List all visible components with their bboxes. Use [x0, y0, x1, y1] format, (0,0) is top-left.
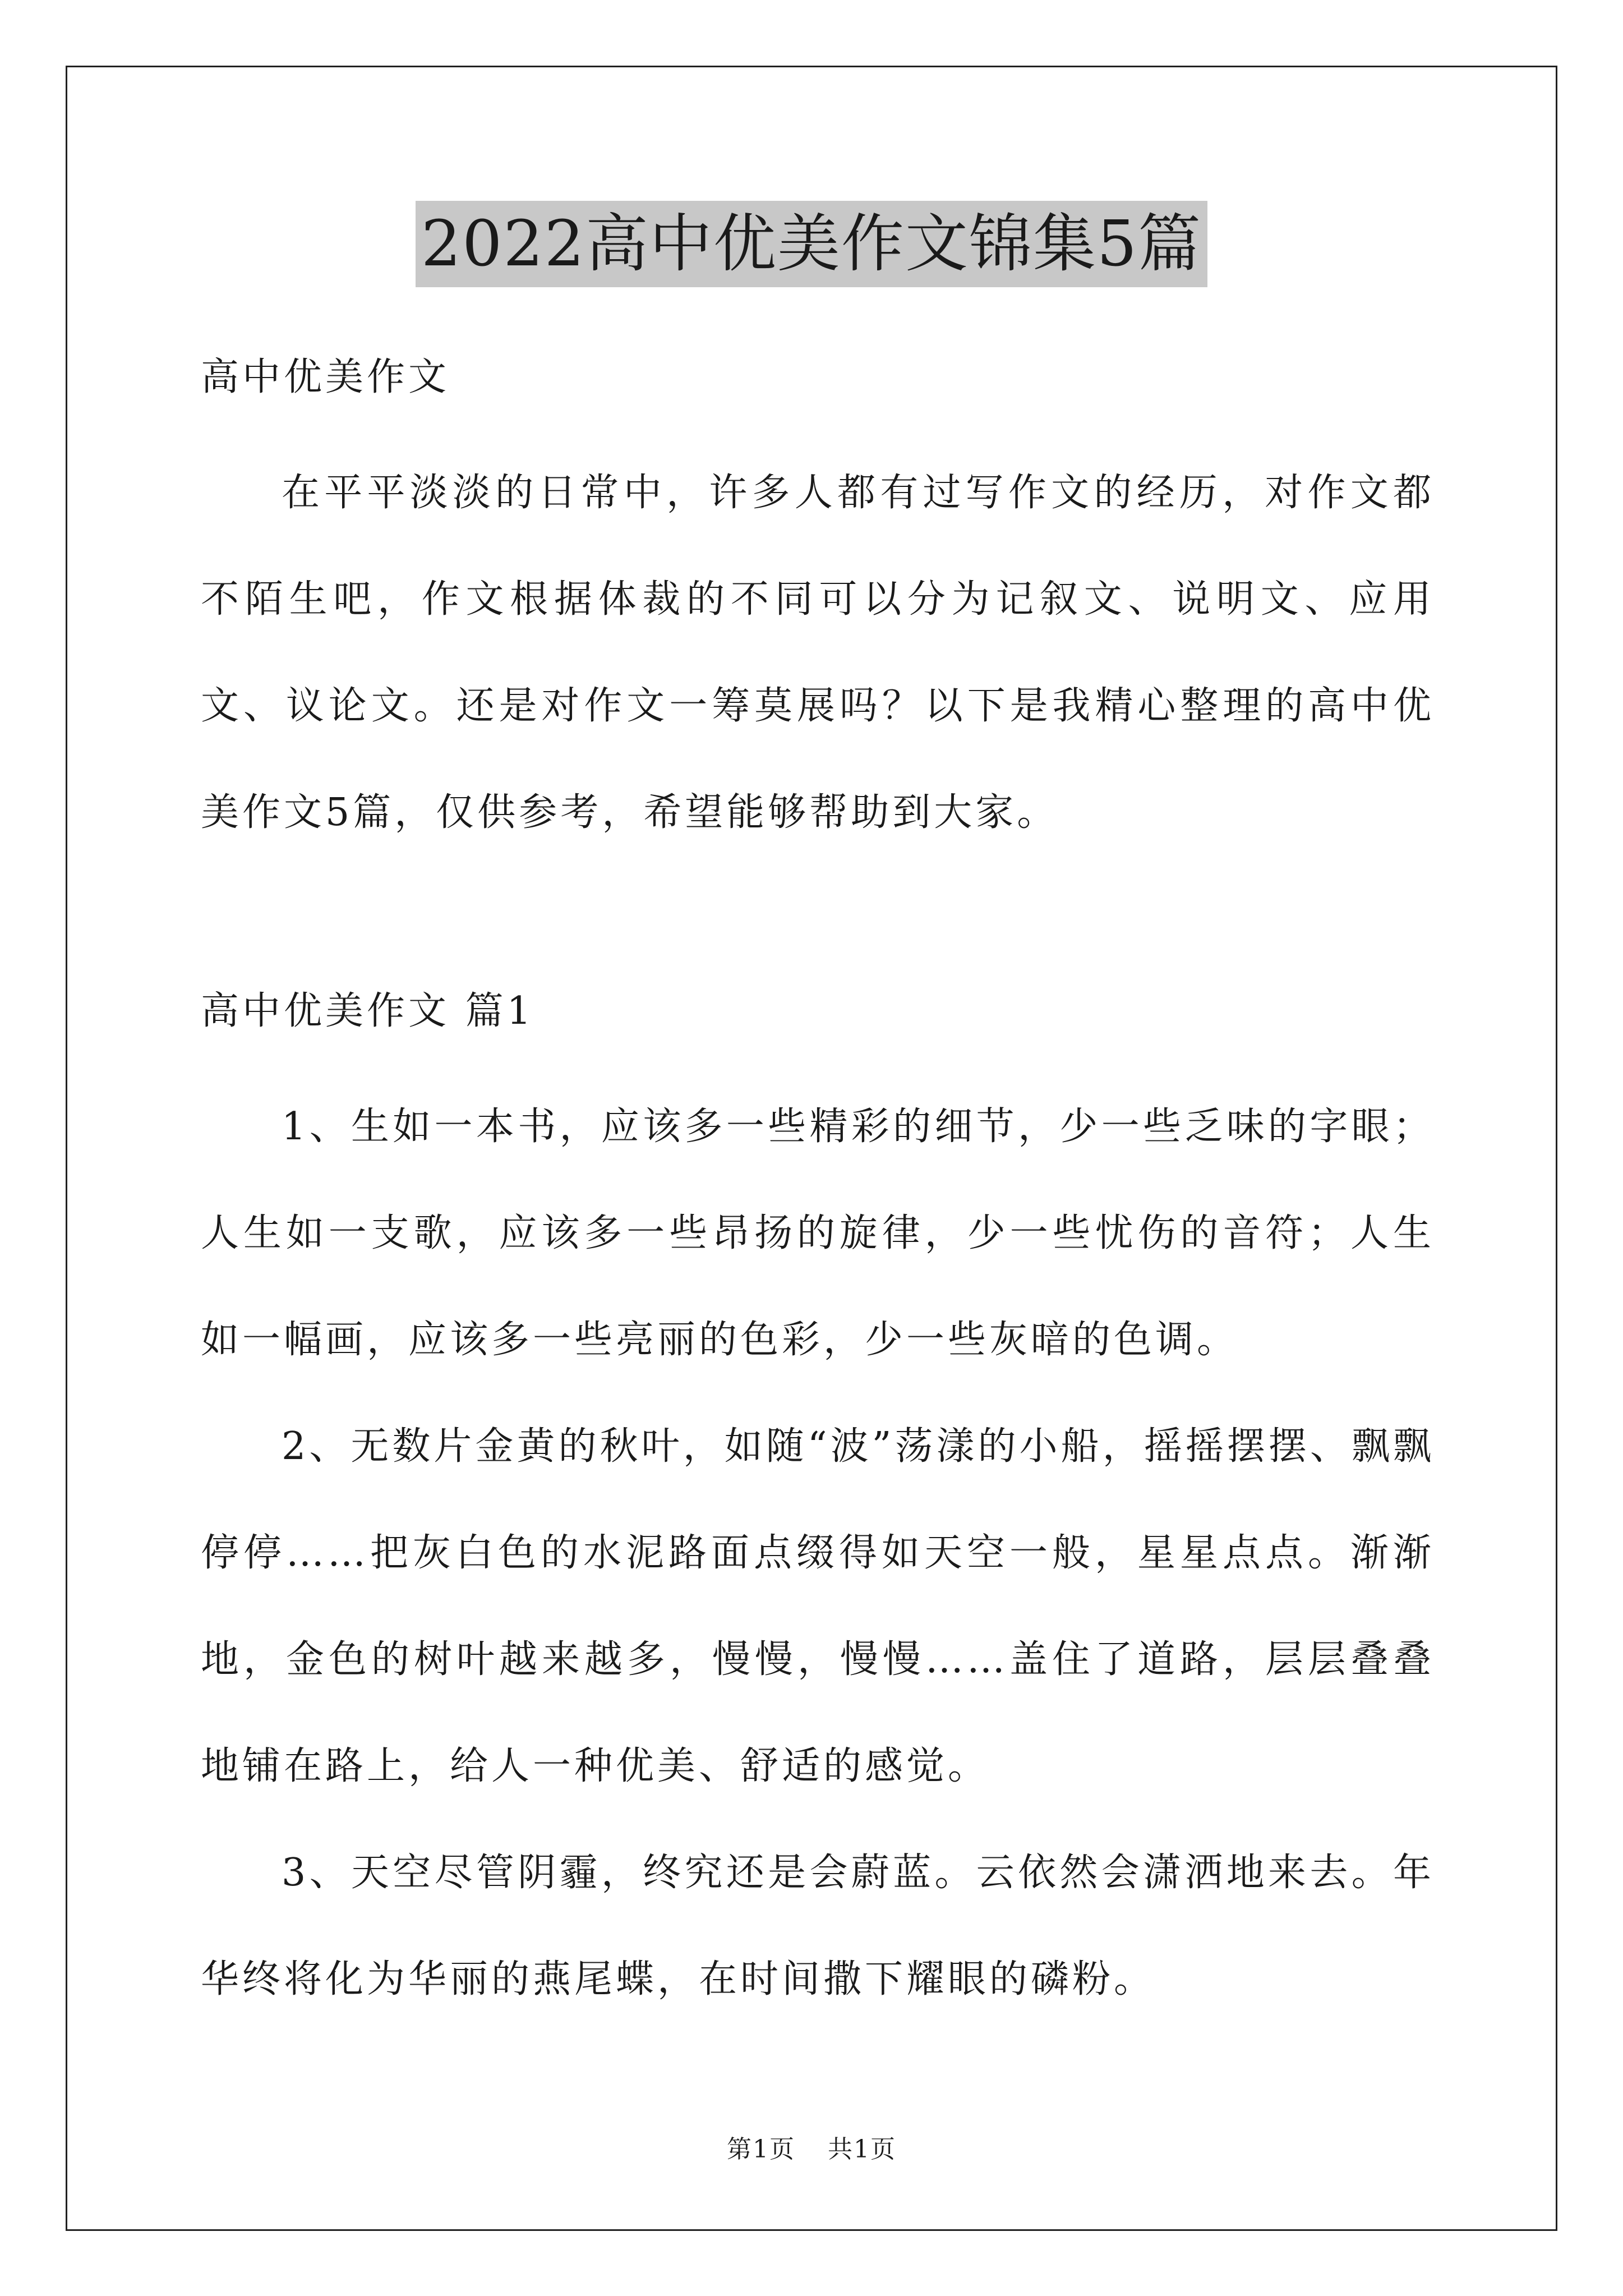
total-pages: 共1页 [828, 2135, 896, 2164]
section-heading: 高中优美作文 篇1 [201, 989, 534, 1033]
list-item: 1、生如一本书，应该多一些精彩的细节，少一些乏味的字眼；人生如一支歌，应该多一些昂扬的旋律，少一些忧伤的音符；人生如一幅画，应该多一些亮丽的色彩，少一些灰暗的色调。 [201, 1105, 1435, 1362]
list-item: 3、天空尽管阴霾，终究还是会蔚蓝。云依然会潇洒地来去。年华终将化为华丽的燕尾蝶，在时间撒下耀眼的磷粉。 [201, 1851, 1435, 2001]
top-heading: 高中优美作文 [201, 355, 450, 399]
document-title: 2022高中优美作文锦集5篇 [416, 201, 1207, 287]
list-item: 2、无数片金黄的秋叶，如随“波”荡漾的小船，摇摇摆摆、飘飘停停……把灰白色的水泥路面点缀得如天空一般，星星点点。渐渐地，金色的树叶越来越多，慢慢，慢慢……盖住了道路，层层叠叠地铺在路上，给人一种优美、舒适的感觉。 [201, 1424, 1435, 1788]
intro-paragraph: 在平平淡淡的日常中，许多人都有过写作文的经历，对作文都不陌生吧，作文根据体裁的不同可以分为记叙文、说明文、应用文、议论文。还是对作文一筹莫展吗？以下是我精心整理的高中优美作文5篇，仅供参考，希望能够帮助到大家。 [201, 471, 1435, 835]
page-number: 第1页 [727, 2135, 795, 2164]
document-body [201, 342, 1435, 2033]
title-container [0, 201, 1623, 287]
page-footer [0, 2133, 1623, 2166]
